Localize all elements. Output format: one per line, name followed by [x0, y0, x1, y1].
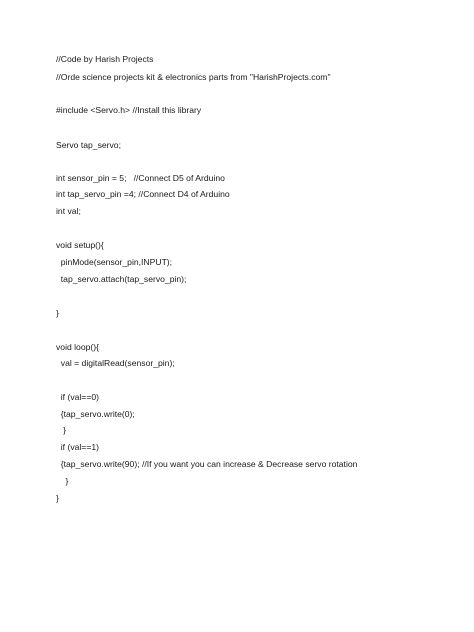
code-line: pinMode(sensor_pin,INPUT); — [56, 257, 173, 267]
code-line: #include <Servo.h> //Install this library — [56, 105, 202, 115]
code-line: tap_servo.attach(tap_servo_pin); — [56, 274, 187, 284]
code-line: void loop(){ — [56, 342, 99, 352]
code-line: } — [56, 425, 67, 435]
code-line: int sensor_pin = 5; //Connect D5 of Arduino — [56, 173, 225, 183]
code-line: int val; — [56, 206, 81, 216]
code-line: } — [56, 493, 59, 503]
code-line: if (val==1) — [56, 442, 99, 452]
code-line: //Orde science projects kit & electronics parts from "HarishProjects.com" — [56, 72, 331, 82]
code-line: } — [56, 476, 69, 486]
code-line: {tap_servo.write(90); //If you want you can increase & Decrease servo rotation — [56, 459, 358, 469]
code-line: //Code by Harish Projects — [56, 54, 154, 64]
code-line: void setup(){ — [56, 240, 104, 250]
code-line: } — [56, 308, 59, 318]
code-line: Servo tap_servo; — [56, 140, 121, 150]
code-line: if (val==0) — [56, 392, 99, 402]
code-line: {tap_servo.write(0); — [56, 409, 135, 419]
code-line: int tap_servo_pin =4; //Connect D4 of Arduino — [56, 189, 230, 199]
code-line: val = digitalRead(sensor_pin); — [56, 358, 175, 368]
